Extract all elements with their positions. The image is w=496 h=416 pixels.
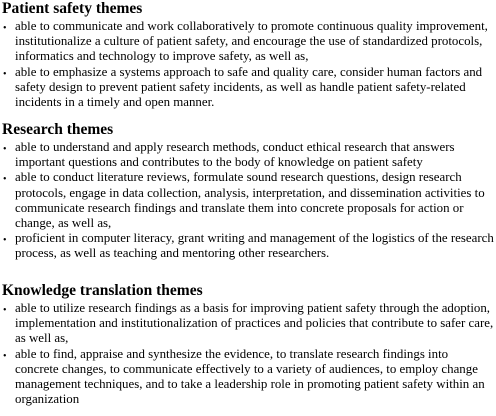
- bullet-list: [2, 301, 494, 407]
- list-item-text: able to conduct literature reviews, formulate sound research questions, design research protocols, engage in data collection, analysis, interpretation, and dissemination activities to communicate research findings and translate them into concrete proposals for action or change, as well as,: [15, 170, 485, 231]
- research-section: [2, 121, 494, 262]
- bullet-icon: •: [3, 235, 7, 247]
- section-heading: Research themes: [2, 121, 114, 138]
- list-item: [2, 347, 494, 408]
- list-item-text: able to communicate and work collaboratively to promote continuous quality improvement, institutionalize a culture of patient safety, and encourage the use of standardized protocols, informatics and technology to improve safety, as well as,: [15, 19, 488, 64]
- list-item-text: able to emphasize a systems approach to safe and quality care, consider human factors and safety design to prevent patient safety incidents, as well as handle patient safety-related incidents in a timely and open manner.: [15, 64, 483, 110]
- section-heading: Patient safety themes: [2, 0, 143, 17]
- list-item: [2, 170, 494, 231]
- list-item-text: proficient in computer literacy, grant writing and management of the logistics of the research process, as well as teaching and mentoring other researchers.: [15, 231, 494, 261]
- bullet-icon: •: [3, 23, 7, 34]
- bullet-list: [2, 19, 494, 110]
- bullet-list: [2, 140, 494, 262]
- knowledge-translation-section: [2, 282, 494, 407]
- list-item: [2, 140, 494, 170]
- list-item: [2, 65, 494, 111]
- section-heading: Knowledge translation themes: [2, 282, 203, 299]
- bullet-icon: •: [3, 174, 7, 186]
- patient-safety-section: [2, 0, 494, 110]
- bullet-icon: •: [3, 350, 7, 362]
- list-item: [2, 19, 494, 65]
- list-item-text: able to find, appraise and synthesize the evidence, to translate research findings into concrete changes, to communicate effectively to a variety of audiences, to employ change management techniques, and to take a leadership role in promoting patient safety within an organization: [15, 346, 485, 407]
- list-item-text: able to understand and apply research methods, conduct ethical research that answers important questions and contributes to the body of knowledge on patient safety: [15, 140, 455, 170]
- list-item: [2, 231, 494, 261]
- bullet-icon: •: [3, 68, 7, 80]
- list-item: [2, 301, 494, 347]
- list-item-text: able to utilize research findings as a basis for improving patient safety through the adoption, implementation and institutionalization of practices and policies that contribute to safer care, as well as,: [15, 301, 494, 346]
- bullet-icon: •: [3, 305, 7, 316]
- bullet-icon: •: [3, 144, 7, 155]
